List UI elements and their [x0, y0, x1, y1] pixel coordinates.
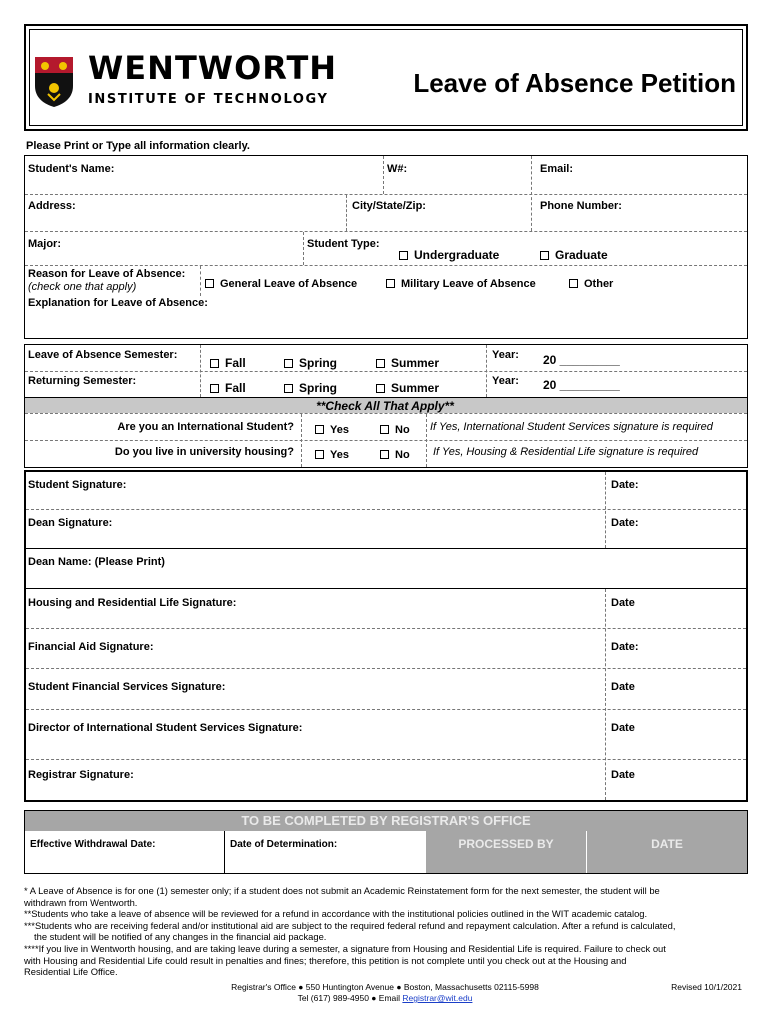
footnote-3b: the student will be notified of any changes in the financial aid package. — [34, 931, 327, 943]
reason-label: Reason for Leave of Absence: — [28, 268, 186, 280]
student-signature-field[interactable] — [135, 474, 600, 504]
footnote-4b: with Housing and Residential Life could result in penalties and fines; therefore, this petition is not complete until you check out at the Housing and — [24, 954, 627, 966]
general-leave-checkbox[interactable] — [205, 279, 214, 288]
divider — [200, 266, 201, 296]
housing-yes-checkbox[interactable] — [315, 450, 324, 459]
phone-field[interactable] — [630, 197, 740, 227]
check-all-note: **Check All That Apply** — [316, 399, 454, 413]
sfs-date-label: Date — [611, 681, 635, 693]
student-name-field[interactable] — [120, 158, 378, 188]
sfs-signature-label: Student Financial Services Signature: — [28, 681, 226, 693]
graduate-option[interactable] — [540, 248, 608, 262]
student-type-label: Student Type: — [307, 238, 380, 250]
footnote-1b: withdrawn from Wentworth. — [24, 896, 138, 908]
w-number-field[interactable] — [410, 158, 525, 188]
city-state-zip-field[interactable] — [435, 197, 525, 227]
processed-by-header: PROCESSED BY — [426, 831, 586, 873]
instructions: Please Print or Type all information clearly. — [26, 140, 250, 152]
divider — [486, 345, 487, 397]
divider — [303, 232, 304, 265]
financial-aid-signature-label: Financial Aid Signature: — [28, 641, 154, 653]
return-year-label: Year: — [492, 375, 519, 387]
footer — [0, 982, 770, 1004]
divider — [26, 709, 746, 710]
reason-hint: (check one that apply) — [28, 281, 137, 293]
wentworth-shield-logo — [34, 56, 74, 108]
footnote-1a: * A Leave of Absence is for one (1) semester only; if a student does not submit an Academic Reinstatement form for the next semester, the student will be — [24, 885, 660, 896]
yes-label: Yes — [330, 449, 349, 461]
divider — [586, 831, 587, 873]
footer-address: Registrar's Office ● 550 Huntington Avenue ● Boston, Massachusetts 02115-5998 — [231, 982, 539, 992]
address-label: Address: — [28, 200, 76, 212]
yes-label: Yes — [330, 424, 349, 436]
general-leave-label: General Leave of Absence — [220, 278, 358, 290]
dean-name-field[interactable] — [175, 552, 740, 584]
undergraduate-checkbox[interactable] — [399, 251, 408, 260]
return-fall-option[interactable] — [210, 381, 246, 395]
divider — [346, 195, 347, 231]
footnotes — [24, 885, 748, 978]
military-leave-label: Military Leave of Absence — [401, 278, 536, 290]
international-no-option[interactable] — [380, 424, 410, 436]
leave-fall-option[interactable] — [210, 356, 246, 370]
registrar-office-heading: TO BE COMPLETED BY REGISTRAR'S OFFICE — [25, 811, 747, 831]
intl-director-date-label: Date — [611, 722, 635, 734]
return-summer-option[interactable] — [376, 381, 439, 395]
intl-director-signature-label: Director of International Student Services Signature: — [28, 722, 303, 734]
leave-summer-checkbox[interactable] — [376, 359, 385, 368]
dean-name-label: Dean Name: (Please Print) — [28, 556, 165, 568]
housing-signature-label: Housing and Residential Life Signature: — [28, 597, 237, 609]
dean-signature-field[interactable] — [120, 512, 600, 544]
international-yes-checkbox[interactable] — [315, 425, 324, 434]
footnote-3a: ***Students who are receiving federal and/or institutional aid are subject to the required federal refund and repayment calculation. After a refund is calculated, — [24, 919, 676, 931]
divider — [25, 265, 747, 266]
international-yes-option[interactable] — [315, 424, 349, 436]
explanation-field[interactable] — [28, 311, 742, 335]
divider — [531, 156, 532, 231]
registrar-date-label: Date — [611, 769, 635, 781]
form-header — [24, 24, 748, 131]
city-state-zip-label: City/State/Zip: — [352, 200, 426, 212]
fall-label: Fall — [225, 381, 246, 395]
international-note: If Yes, International Student Services signature is required — [430, 421, 713, 433]
undergraduate-option[interactable] — [399, 248, 499, 262]
international-question: Are you an International Student? — [117, 421, 294, 433]
housing-yes-option[interactable] — [315, 449, 349, 461]
footer-contact — [0, 993, 770, 1004]
dean-signature-label: Dean Signature: — [28, 517, 113, 529]
divider — [26, 759, 746, 760]
divider — [25, 231, 747, 232]
no-label: No — [395, 449, 410, 461]
leave-spring-checkbox[interactable] — [284, 359, 293, 368]
page-title: Leave of Absence Petition — [413, 68, 736, 98]
w-number-label: W#: — [387, 163, 408, 175]
housing-no-checkbox[interactable] — [380, 450, 389, 459]
divider — [605, 472, 606, 548]
leave-year-field[interactable]: 20 _________ — [543, 353, 620, 367]
footnote-4a: ****If you live in Wentworth housing, and are taking leave during a semester, a signature from Housing and Residential Life is required. Failure to check out — [24, 942, 666, 954]
spring-label: Spring — [299, 381, 337, 395]
student-signature-date-label: Date: — [611, 479, 639, 491]
registrar-email-link[interactable]: Registrar@wit.edu — [402, 993, 473, 1003]
summer-label: Summer — [391, 356, 440, 370]
leave-semester-label: Leave of Absence Semester: — [28, 349, 178, 361]
housing-question: Do you live in university housing? — [114, 446, 294, 458]
military-leave-checkbox[interactable] — [386, 279, 395, 288]
no-label: No — [395, 424, 410, 436]
housing-no-option[interactable] — [380, 449, 410, 461]
divider — [26, 548, 746, 549]
military-leave-option[interactable] — [386, 278, 536, 290]
brand-name: WENTWORTH — [88, 49, 338, 87]
divider — [605, 589, 606, 800]
divider — [26, 509, 746, 510]
registrar-signature-label: Registrar Signature: — [28, 769, 134, 781]
divider — [26, 668, 746, 669]
graduate-checkbox[interactable] — [540, 251, 549, 260]
divider — [25, 194, 747, 195]
email-label: Email: — [540, 163, 574, 175]
divider — [26, 588, 746, 589]
divider — [25, 440, 747, 441]
leave-spring-option[interactable] — [284, 356, 337, 370]
financial-aid-date-label: Date: — [611, 641, 639, 653]
general-leave-option[interactable] — [205, 278, 357, 290]
divider — [25, 413, 747, 414]
return-fall-checkbox[interactable] — [210, 384, 219, 393]
return-year-field[interactable]: 20 _________ — [543, 378, 620, 392]
divider — [25, 371, 747, 372]
housing-note: If Yes, Housing & Residential Life signature is required — [433, 446, 699, 458]
return-summer-checkbox[interactable] — [376, 384, 385, 393]
phone-label: Phone Number: — [540, 200, 622, 212]
footer-phone: Tel (617) 989-4950 ● Email — [297, 993, 403, 1003]
divider — [200, 345, 201, 397]
student-name-label: Student's Name: — [28, 163, 115, 175]
return-spring-checkbox[interactable] — [284, 384, 293, 393]
undergraduate-label: Undergraduate — [414, 248, 500, 262]
leave-fall-checkbox[interactable] — [210, 359, 219, 368]
leave-summer-option[interactable] — [376, 356, 439, 370]
return-spring-option[interactable] — [284, 381, 337, 395]
determination-date-label: Date of Determination: — [230, 839, 338, 850]
spring-label: Spring — [299, 356, 337, 370]
return-semester-label: Returning Semester: — [28, 375, 137, 387]
leave-year-label: Year: — [492, 349, 519, 361]
divider — [383, 156, 384, 194]
divider — [426, 414, 427, 467]
student-signature-label: Student Signature: — [28, 479, 127, 491]
other-reason-checkbox[interactable] — [569, 279, 578, 288]
revised-date: Revised 10/1/2021 — [671, 982, 742, 992]
summer-label: Summer — [391, 381, 440, 395]
header-inner-border — [29, 29, 743, 126]
brand-subtitle: INSTITUTE OF TECHNOLOGY — [88, 92, 329, 107]
date-header: DATE — [587, 831, 747, 873]
housing-date-label: Date — [611, 597, 635, 609]
dean-signature-date-label: Date: — [611, 517, 639, 529]
divider — [224, 831, 225, 873]
explanation-label: Explanation for Leave of Absence: — [28, 297, 208, 309]
email-field[interactable] — [580, 158, 740, 188]
effective-withdrawal-label: Effective Withdrawal Date: — [30, 839, 156, 850]
divider — [301, 414, 302, 467]
major-field[interactable] — [70, 234, 295, 262]
footnote-2: **Students who take a leave of absence will be reviewed for a refund in accordance with the institutional policies outlined in the WIT academic catalog. — [24, 908, 648, 920]
footnote-4c: Residential Life Office. — [24, 966, 118, 978]
divider — [26, 628, 746, 629]
major-label: Major: — [28, 238, 61, 250]
other-reason-option[interactable] — [569, 278, 613, 290]
other-reason-label: Other — [584, 278, 614, 290]
graduate-label: Graduate — [555, 248, 608, 262]
address-field[interactable] — [85, 197, 340, 227]
international-no-checkbox[interactable] — [380, 425, 389, 434]
fall-label: Fall — [225, 356, 246, 370]
